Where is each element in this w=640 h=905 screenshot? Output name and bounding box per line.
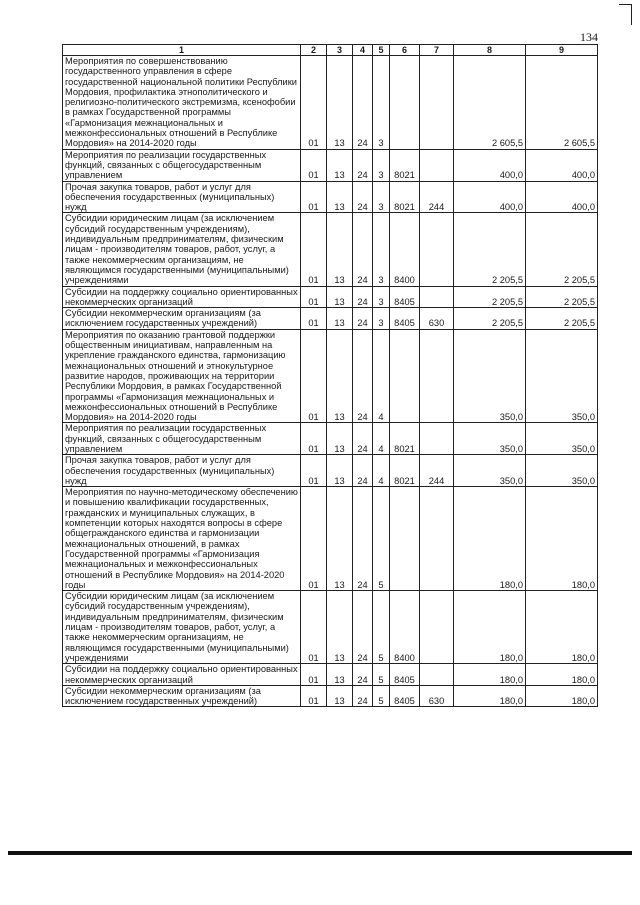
amount-cell: 180,0 [526,664,598,686]
amount-cell: 350,0 [526,455,598,487]
header-cell: 6 [390,45,420,56]
expense-type-cell [420,213,454,286]
header-cell: 4 [353,45,373,56]
program-code-cell: 24 [353,664,373,686]
subprogram-code-cell: 3 [373,149,390,181]
amount-cell: 180,0 [454,487,526,591]
section-code-cell: 01 [301,487,327,591]
subsection-code-cell: 13 [327,329,353,423]
program-code-cell: 24 [353,591,373,664]
section-code-cell: 01 [301,423,327,455]
program-code-cell: 24 [353,329,373,423]
section-code-cell: 01 [301,591,327,664]
target-article-cell [390,487,420,591]
subsection-code-cell: 13 [327,213,353,286]
budget-table [62,44,598,707]
target-article-cell: 8400 [390,213,420,286]
program-code-cell: 24 [353,56,373,150]
amount-cell: 2 605,5 [526,56,598,150]
amount-cell: 400,0 [454,149,526,181]
section-code-cell: 01 [301,685,327,707]
header-row [63,45,598,56]
header-cell: 8 [454,45,526,56]
target-article-cell: 8021 [390,149,420,181]
row-name-cell: Мероприятия по совершенствованию государственного управления в сфере государственной национальной политики Республики Мордовия, профилактика этнополитического и религиозно-политического экстремизма, ксенофобии в рамках Государственной программы «Гармонизация межнациональных и межконфессиональных отношений в Республике Мордовия» на 2014-2020 годы [63,56,301,150]
amount-cell: 2 205,5 [454,308,526,330]
header-cell: 9 [526,45,598,56]
program-code-cell: 24 [353,308,373,330]
table-row [63,685,598,707]
subprogram-code-cell: 3 [373,213,390,286]
row-name-cell: Мероприятия по реализации государственных функций, связанных с общегосударственным управлением [63,149,301,181]
program-code-cell: 24 [353,455,373,487]
header-cell: 5 [373,45,390,56]
subprogram-code-cell: 5 [373,487,390,591]
table-row [63,455,598,487]
program-code-cell: 24 [353,286,373,308]
amount-cell: 2 605,5 [454,56,526,150]
bottom-rule [8,851,632,855]
expense-type-cell [420,56,454,150]
target-article-cell: 8021 [390,181,420,213]
expense-type-cell: 244 [420,181,454,213]
table-body [63,56,598,707]
amount-cell: 350,0 [526,423,598,455]
table-row [63,329,598,423]
subprogram-code-cell: 4 [373,329,390,423]
subprogram-code-cell: 3 [373,286,390,308]
subprogram-code-cell: 4 [373,455,390,487]
section-code-cell: 01 [301,181,327,213]
expense-type-cell: 244 [420,455,454,487]
program-code-cell: 24 [353,149,373,181]
amount-cell: 180,0 [526,685,598,707]
table-row [63,664,598,686]
section-code-cell: 01 [301,149,327,181]
row-name-cell: Мероприятия по научно-методическому обеспечению и повышению квалификации государственных, гражданских и муниципальных служащих, в компетенции которых находятся вопросы в сфере общегражданского единства и гармонизации межнациональных отношений, в рамках Государственной программы «Гармонизация межнациональных и межконфессиональных отношений в Республике Мордовия» на 2014-2020 годы [63,487,301,591]
table-row [63,149,598,181]
amount-cell: 180,0 [526,487,598,591]
row-name-cell: Субсидии на поддержку социально ориентированных некоммерческих организаций [63,664,301,686]
table-row [63,487,598,591]
program-code-cell: 24 [353,685,373,707]
section-code-cell: 01 [301,308,327,330]
header-cell: 7 [420,45,454,56]
row-name-cell: Субсидии юридическим лицам (за исключением субсидий государственным учреждениям), индивидуальным предпринимателям, физическим лицам - производителям товаров, работ, услуг, а также некоммерческим организациям, не являющимся государственными (муниципальными) учреждениями [63,213,301,286]
expense-type-cell [420,591,454,664]
subsection-code-cell: 13 [327,487,353,591]
table-row [63,423,598,455]
subprogram-code-cell: 5 [373,685,390,707]
subsection-code-cell: 13 [327,286,353,308]
expense-type-cell: 630 [420,685,454,707]
subprogram-code-cell: 3 [373,181,390,213]
subsection-code-cell: 13 [327,308,353,330]
program-code-cell: 24 [353,213,373,286]
table-row [63,286,598,308]
amount-cell: 2 205,5 [454,286,526,308]
row-name-cell: Субсидии некоммерческим организациям (за исключением государственных учреждений) [63,685,301,707]
program-code-cell: 24 [353,487,373,591]
amount-cell: 400,0 [454,181,526,213]
target-article-cell [390,56,420,150]
row-name-cell: Субсидии некоммерческим организациям (за исключением государственных учреждений) [63,308,301,330]
subprogram-code-cell: 3 [373,56,390,150]
target-article-cell: 8021 [390,455,420,487]
corner-crop-mark [619,4,632,25]
target-article-cell: 8405 [390,308,420,330]
page-number: 134 [580,30,598,44]
table-row [63,213,598,286]
row-name-cell: Субсидии юридическим лицам (за исключением субсидий государственным учреждениям), индивидуальным предпринимателям, физическим лицам - производителям товаров, работ, услуг, а также некоммерческим организациям, не являющимся государственными (муниципальными) учреждениями [63,591,301,664]
row-name-cell: Субсидии на поддержку социально ориентированных некоммерческих организаций [63,286,301,308]
amount-cell: 180,0 [454,591,526,664]
amount-cell: 180,0 [454,664,526,686]
amount-cell: 350,0 [454,423,526,455]
amount-cell: 2 205,5 [454,213,526,286]
expense-type-cell [420,329,454,423]
subsection-code-cell: 13 [327,591,353,664]
amount-cell: 350,0 [454,329,526,423]
target-article-cell: 8405 [390,664,420,686]
program-code-cell: 24 [353,181,373,213]
row-name-cell: Мероприятия по оказанию грантовой поддержки общественным инициативам, направленным на укрепление гражданского единства, гармонизацию межнациональных отношений и этнокультурное развитие народов, проживающих на территории Республики Мордовия, в рамках Государственной программы «Гармонизация межнациональных и межконфессиональных отношений в Республике Мордовия» на 2014-2020 годы [63,329,301,423]
subprogram-code-cell: 3 [373,308,390,330]
subsection-code-cell: 13 [327,455,353,487]
expense-type-cell [420,423,454,455]
target-article-cell: 8405 [390,685,420,707]
row-name-cell: Прочая закупка товаров, работ и услуг для обеспечения государственных (муниципальных) нужд [63,455,301,487]
subsection-code-cell: 13 [327,56,353,150]
section-code-cell: 01 [301,286,327,308]
table-row [63,56,598,150]
subsection-code-cell: 13 [327,685,353,707]
subprogram-code-cell: 4 [373,423,390,455]
table-row [63,181,598,213]
amount-cell: 2 205,5 [526,286,598,308]
header-cell: 1 [63,45,301,56]
amount-cell: 2 205,5 [526,213,598,286]
expense-type-cell [420,149,454,181]
target-article-cell: 8400 [390,591,420,664]
amount-cell: 180,0 [526,591,598,664]
subprogram-code-cell: 5 [373,664,390,686]
target-article-cell [390,329,420,423]
section-code-cell: 01 [301,664,327,686]
program-code-cell: 24 [353,423,373,455]
subsection-code-cell: 13 [327,664,353,686]
amount-cell: 350,0 [526,329,598,423]
expense-type-cell [420,286,454,308]
header-cell: 3 [327,45,353,56]
header-cell: 2 [301,45,327,56]
section-code-cell: 01 [301,329,327,423]
subsection-code-cell: 13 [327,181,353,213]
section-code-cell: 01 [301,455,327,487]
amount-cell: 2 205,5 [526,308,598,330]
amount-cell: 400,0 [526,149,598,181]
amount-cell: 400,0 [526,181,598,213]
amount-cell: 350,0 [454,455,526,487]
row-name-cell: Мероприятия по реализации государственных функций, связанных с общегосударственным управлением [63,423,301,455]
amount-cell: 180,0 [454,685,526,707]
target-article-cell: 8021 [390,423,420,455]
section-code-cell: 01 [301,213,327,286]
subsection-code-cell: 13 [327,423,353,455]
subprogram-code-cell: 5 [373,591,390,664]
table-row [63,308,598,330]
row-name-cell: Прочая закупка товаров, работ и услуг для обеспечения государственных (муниципальных) нужд [63,181,301,213]
section-code-cell: 01 [301,56,327,150]
expense-type-cell [420,664,454,686]
expense-type-cell [420,487,454,591]
expense-type-cell: 630 [420,308,454,330]
subsection-code-cell: 13 [327,149,353,181]
target-article-cell: 8405 [390,286,420,308]
table-row [63,591,598,664]
